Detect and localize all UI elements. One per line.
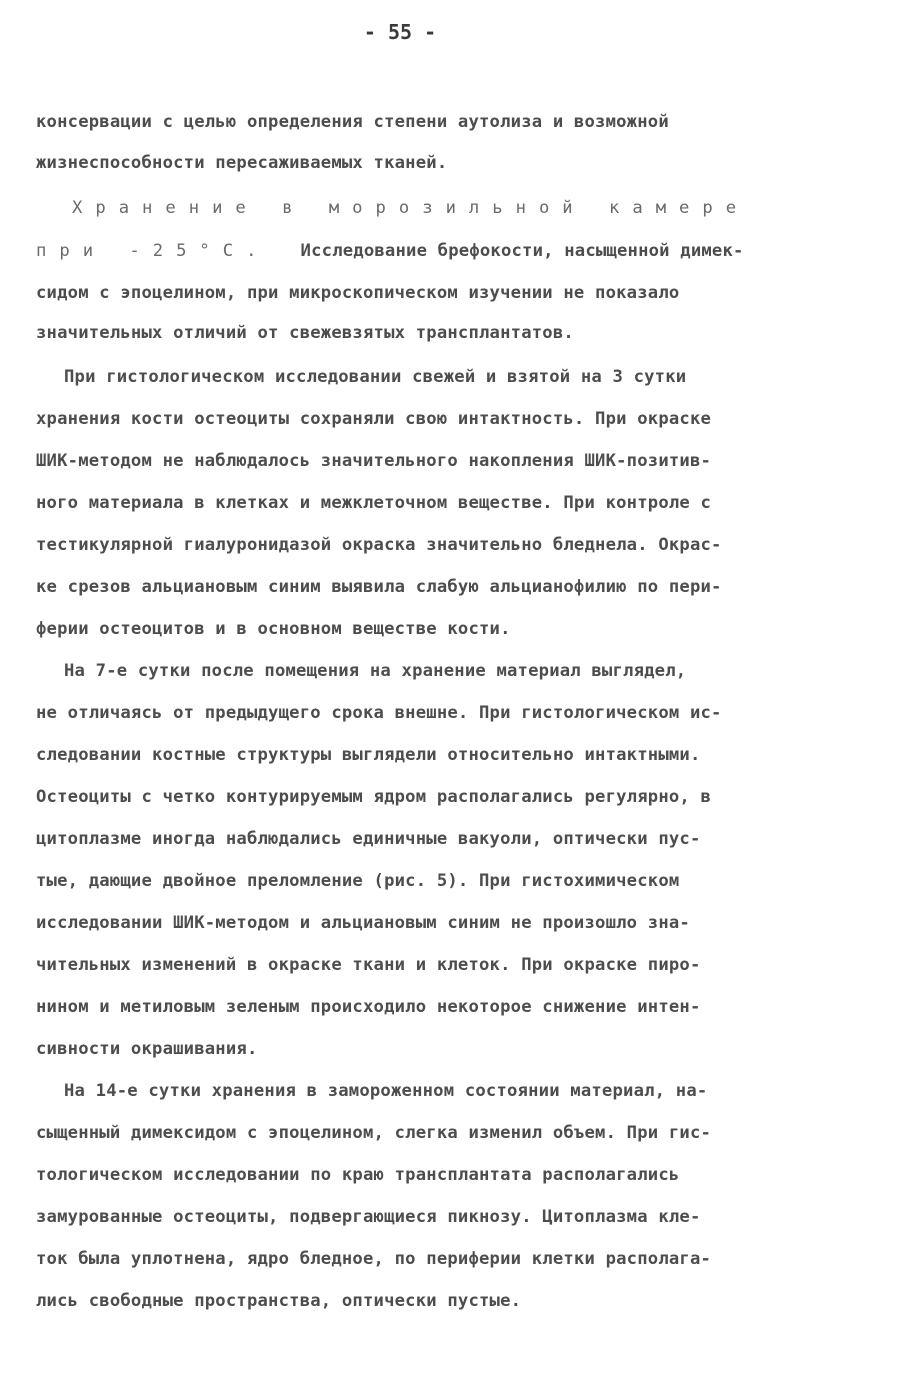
text-line: чительных изменений в окраске ткани и клеток. При окраске пиро- — [36, 955, 701, 975]
text-line: При гистологическом исследовании свежей и взятой на 3 сутки — [64, 367, 687, 387]
text-line: лись свободные пространства, оптически пустые. — [36, 1291, 522, 1311]
text-line: ке срезов альциановым синим выявила слабую альцианофилию по пери- — [36, 577, 722, 597]
text-line: ток была уплотнена, ядро бледное, по периферии клетки располага- — [36, 1249, 712, 1269]
text-line: На 7-е сутки после помещения на хранение материал выглядел, — [64, 661, 687, 681]
text-line: тологическом исследовании по краю трансплантата располагались — [36, 1165, 680, 1185]
section-heading-cont: при -25°С. — [36, 241, 270, 261]
text-line: На 14-е сутки хранения в замороженном состоянии материал, на- — [64, 1081, 708, 1101]
text-line: нином и метиловым зеленым происходило некоторое снижение интен- — [36, 997, 701, 1017]
text-line: тестикулярной гиалуронидазой окраска значительно бледнела. Окрас- — [36, 535, 722, 555]
text-line: сивности окрашивания. — [36, 1039, 258, 1059]
text-line: значительных отличий от свежевзятых трансплантатов. — [36, 323, 574, 343]
section-heading: Хранение в морозильной камере — [72, 198, 750, 218]
text-line: сыщенный димексидом с эпоцелином, слегка изменил объем. При гис- — [36, 1123, 712, 1143]
text-line: следовании костные структуры выглядели относительно интактными. — [36, 745, 701, 765]
text-line: Исследование брефокости, насыщенной димек- — [290, 241, 744, 261]
text-line: цитоплазме иногда наблюдались единичные вакуоли, оптически пус- — [36, 829, 701, 849]
text-line: консервации с целью определения степени аутолиза и возможной — [36, 112, 669, 132]
text-line: хранения кости остеоциты сохраняли свою интактность. При окраске — [36, 409, 712, 429]
text-line: замурованные остеоциты, подвергающиеся пикнозу. Цитоплазма кле- — [36, 1207, 701, 1227]
text-line: ного материала в клетках и межклеточном веществе. При контроле с — [36, 493, 712, 513]
text-line: не отличаясь от предыдущего срока внешне. При гистологическом ис- — [36, 703, 722, 723]
text-line: ферии остеоцитов и в основном веществе кости. — [36, 619, 511, 639]
text-line: жизнеспособности пересаживаемых тканей. — [36, 153, 448, 173]
text-line: ШИК-методом не наблюдалось значительного накопления ШИК-позитив- — [36, 451, 712, 471]
text-line: исследовании ШИК-методом и альциановым синим не произошло зна- — [36, 913, 690, 933]
page-number: - 55 - — [363, 20, 437, 44]
text-line: Остеоциты с четко контурируемым ядром располагались регулярно, в — [36, 787, 712, 807]
text-line: сидом с эпоцелином, при микроскопическом изучении не показало — [36, 283, 680, 303]
text-line: тые, дающие двойное преломление (рис. 5). При гистохимическом — [36, 871, 680, 891]
